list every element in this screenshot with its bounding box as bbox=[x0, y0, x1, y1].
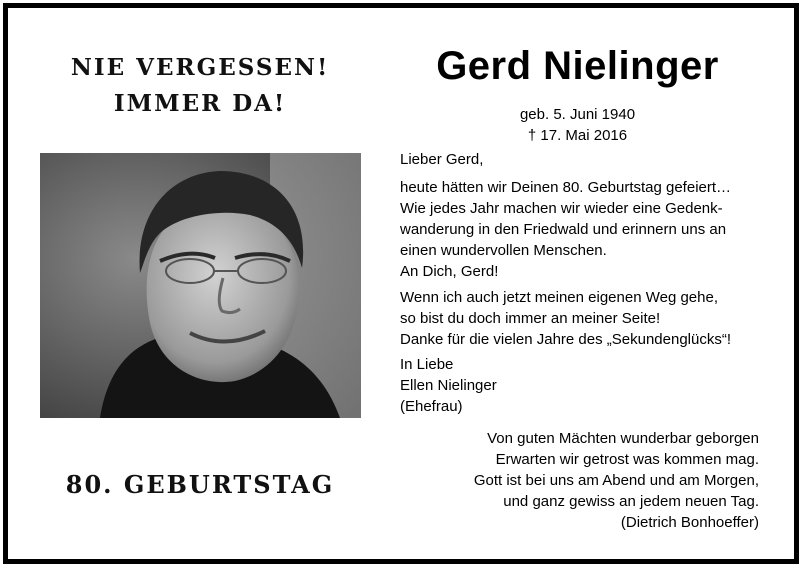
quote-line: und ganz gewiss an jedem neuen Tag. bbox=[503, 493, 759, 510]
motto-line: IMMER DA! bbox=[113, 90, 287, 117]
portrait-image bbox=[40, 153, 361, 418]
signature bbox=[400, 354, 770, 417]
text-line: wanderung in den Friedwald und erinnern uns an bbox=[400, 221, 727, 238]
text-line: Danke für die vielen Jahre des „Sekundenglücks“! bbox=[400, 331, 732, 348]
portrait-photo bbox=[40, 153, 361, 418]
signature-line: In Liebe bbox=[400, 356, 454, 373]
quote-line: Erwarten wir getrost was kommen mag. bbox=[495, 451, 759, 468]
quote-line: Von guten Mächten wunderbar geborgen bbox=[487, 430, 759, 447]
text-line: so bist du doch immer an meiner Seite! bbox=[400, 310, 661, 327]
birth-date: geb. 5. Juni 1940 bbox=[519, 106, 636, 123]
paragraph-birthday bbox=[400, 177, 770, 282]
life-dates bbox=[400, 104, 755, 146]
birthday-label: 80. GEBURTSTAG bbox=[65, 470, 335, 499]
death-date: † 17. Mai 2016 bbox=[527, 127, 628, 144]
bonhoeffer-quote bbox=[474, 428, 759, 533]
motto bbox=[40, 50, 360, 122]
signature-line: (Ehefrau) bbox=[400, 398, 463, 415]
quote-author: (Dietrich Bonhoeffer) bbox=[620, 514, 759, 531]
salutation-line: Lieber Gerd, bbox=[400, 151, 484, 168]
signature-line: Ellen Nielinger bbox=[400, 377, 497, 394]
quote-line: Gott ist bei uns am Abend und am Morgen, bbox=[473, 472, 759, 489]
text-line: Wenn ich auch jetzt meinen eigenen Weg gehe, bbox=[400, 289, 718, 306]
paragraph-thanks bbox=[400, 287, 770, 350]
text-line: An Dich, Gerd! bbox=[400, 263, 499, 280]
motto-line: NIE VERGESSEN! bbox=[70, 54, 330, 81]
text-line: einen wundervollen Menschen. bbox=[400, 242, 607, 259]
text-line: Wie jedes Jahr machen wir wieder eine Gedenk- bbox=[400, 200, 723, 217]
salutation bbox=[400, 149, 770, 170]
deceased-name: Gerd Nielinger bbox=[436, 44, 719, 88]
text-line: heute hätten wir Deinen 80. Geburtstag gefeiert… bbox=[400, 179, 732, 196]
